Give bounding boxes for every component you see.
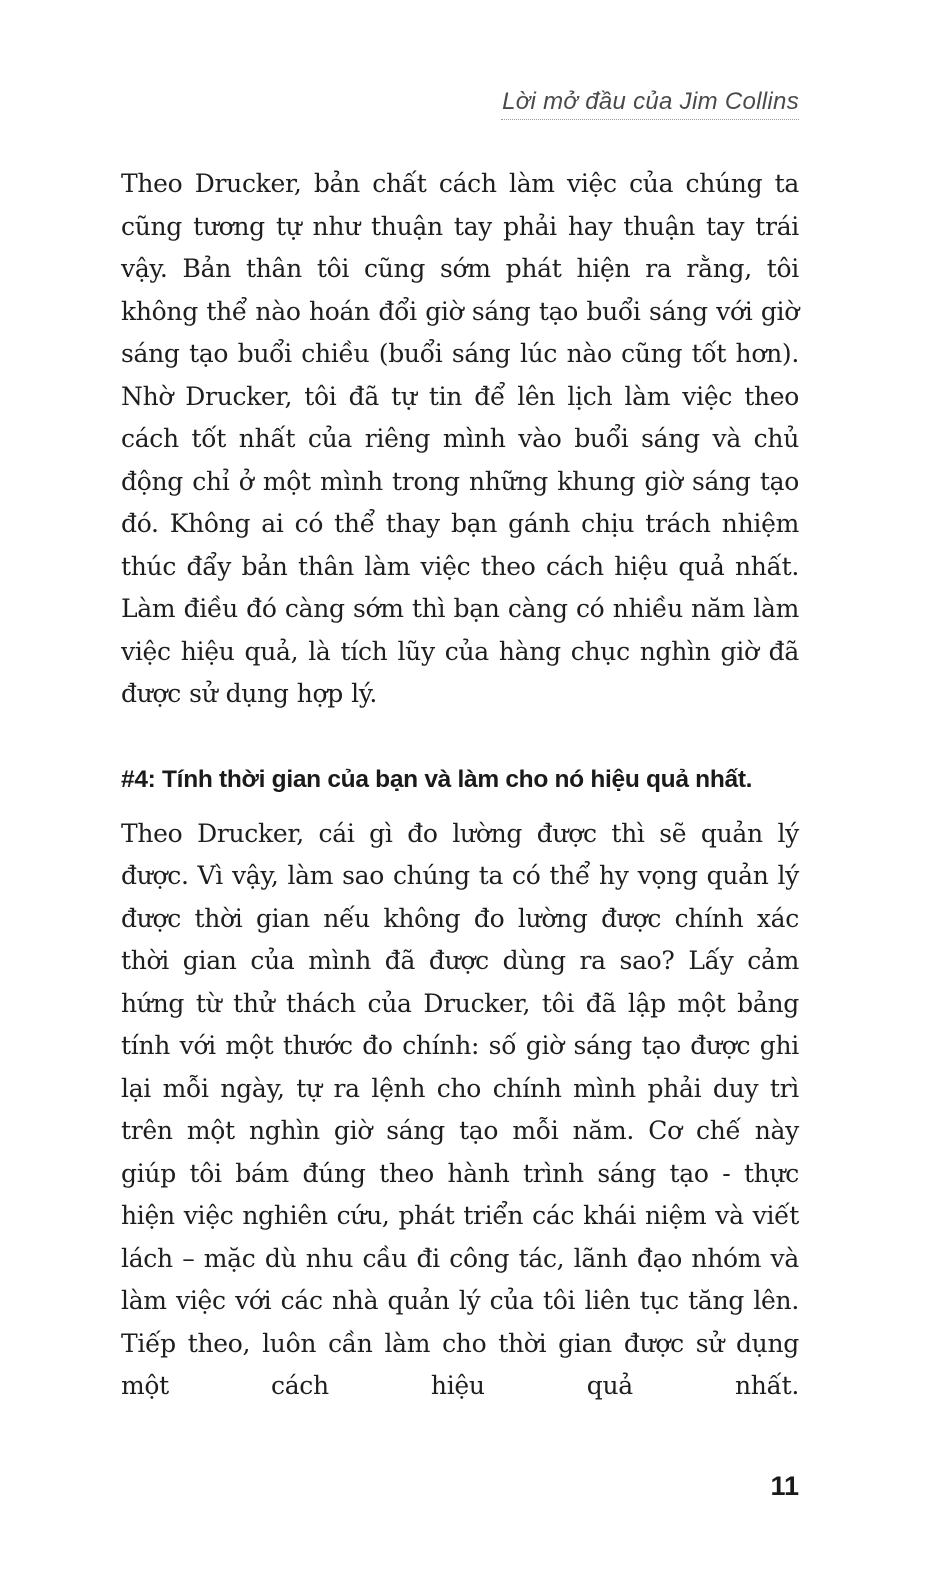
page-number: 11 [770, 1471, 799, 1501]
body-paragraph-1: Theo Drucker, bản chất cách làm việc của chúng ta cũng tương tự như thuận tay phải hay thuận tay trái vậy. Bản thân tôi cũng sớm phát hiện ra rằng, tôi không thể nào hoán đổi giờ sáng tạo buổi sáng với giờ sáng tạo buổi chiều (buổi sáng lúc nào cũng tốt hơn). Nhờ Drucker, tôi đã tự tin để lên lịch làm việc theo cách tốt nhất của riêng mình vào buổi sáng và chủ động chỉ ở một mình trong những khung giờ sáng tạo đó. Không ai có thể thay bạn gánh chịu trách nhiệm thúc đẩy bản thân làm việc theo cách hiệu quả nhất. Làm điều đó càng sớm thì bạn càng có nhiều năm làm việc hiệu quả, là tích lũy của hàng chục nghìn giờ đã được sử dụng hợp lý. [121, 169, 799, 708]
page-body [121, 163, 799, 1408]
body-paragraph-2: Theo Drucker, cái gì đo lường được thì sẽ quản lý được. Vì vậy, làm sao chúng ta có thể hy vọng quản lý được thời gian nếu không đo lường được chính xác thời gian của mình đã được dùng ra sao? Lấy cảm hứng từ thử thách của Drucker, tôi đã lập một bảng tính với một thước đo chính: số giờ sáng tạo được ghi lại mỗi ngày, tự ra lệnh cho chính mình phải duy trì trên một nghìn giờ sáng tạo mỗi năm. Cơ chế này giúp tôi bám đúng theo hành trình sáng tạo - thực hiện việc nghiên cứu, phát triển các khái niệm và viết lách – mặc dù nhu cầu đi công tác, lãnh đạo nhóm và làm việc với các nhà quản lý của tôi liên tục tăng lên. Tiếp theo, luôn cần làm cho thời gian được sử dụng một cách hiệu quả nhất. [121, 818, 799, 1400]
section-heading: #4: Tính thời gian của bạn và làm cho nó hiệu quả nhất. [121, 765, 753, 793]
running-header-title: Lời mở đầu của Jim Collins [502, 88, 799, 115]
header-divider [501, 119, 799, 120]
